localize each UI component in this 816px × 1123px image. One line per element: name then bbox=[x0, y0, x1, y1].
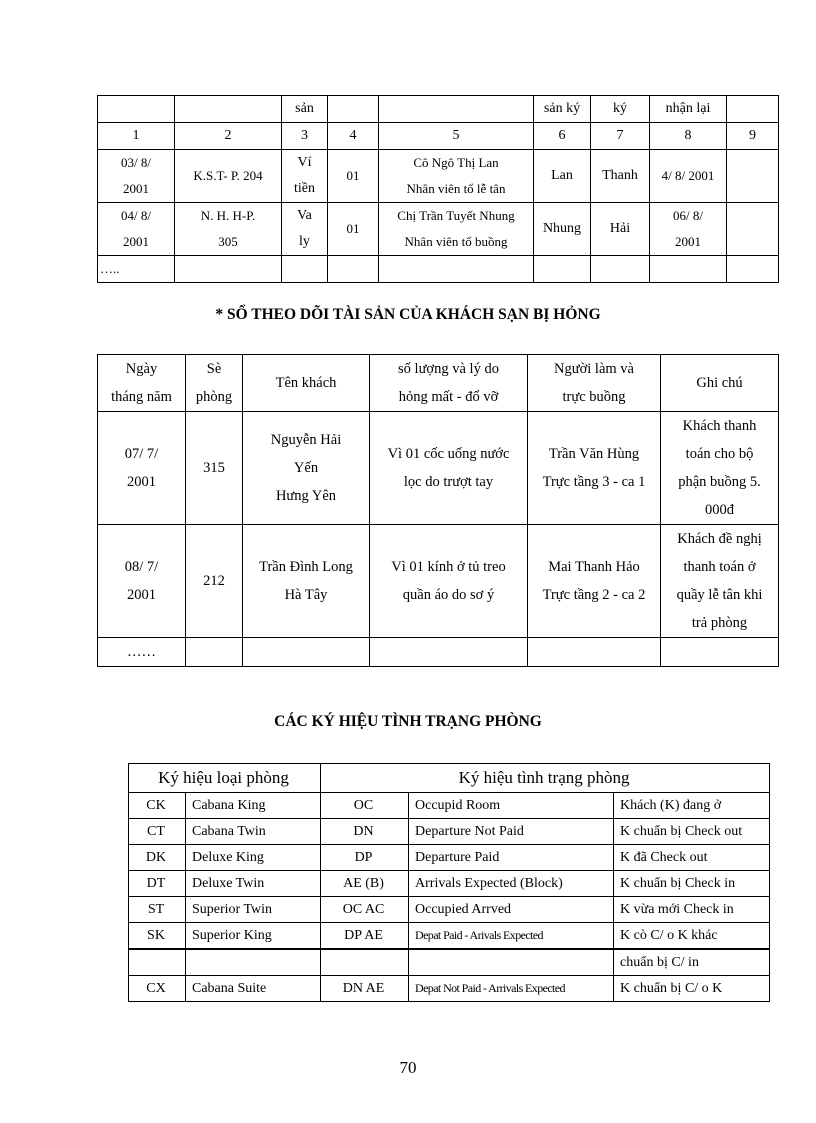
column-number: 1 bbox=[98, 123, 175, 150]
table-cell bbox=[175, 96, 282, 123]
header-cell: số lượng và lý do hỏng mất - đổ vỡ bbox=[370, 355, 528, 412]
status-description: Departure Paid bbox=[409, 845, 614, 871]
status-code bbox=[321, 949, 409, 976]
table-cell bbox=[379, 256, 534, 283]
header-room-status-codes: Ký hiệu tình trạng phòng bbox=[321, 764, 770, 793]
staff-cell: Mai Thanh Hảo Trực tầng 2 - ca 2 bbox=[528, 525, 661, 638]
table-row bbox=[98, 96, 779, 123]
table-cell bbox=[370, 638, 528, 667]
table-row bbox=[129, 871, 770, 897]
signature-cell: Thanh bbox=[591, 150, 650, 203]
room-code: DT bbox=[129, 871, 186, 897]
signature-cell: Hải bbox=[591, 203, 650, 256]
status-description: Occupid Room bbox=[409, 793, 614, 819]
date-cell: 07/ 7/ 2001 bbox=[98, 412, 186, 525]
table-cell bbox=[328, 96, 379, 123]
room-cell: K.S.T- P. 204 bbox=[175, 150, 282, 203]
room-cell: 212 bbox=[186, 525, 243, 638]
table-cell bbox=[98, 96, 175, 123]
table-row bbox=[129, 949, 770, 976]
status-description: Depat Paid - Arivals Expected bbox=[409, 923, 614, 950]
table-row bbox=[129, 923, 770, 950]
reason-cell: Vì 01 cốc uống nước lọc do trượt tay bbox=[370, 412, 528, 525]
table-cell bbox=[328, 256, 379, 283]
room-code: ST bbox=[129, 897, 186, 923]
note-cell bbox=[727, 203, 779, 256]
table-row bbox=[98, 256, 779, 283]
status-description: Depat Not Paid - Arrivals Expected bbox=[409, 976, 614, 1002]
column-number: 5 bbox=[379, 123, 534, 150]
column-number-row bbox=[98, 123, 779, 150]
room-type: Superior King bbox=[186, 923, 321, 950]
ellipsis-cell: ….. bbox=[98, 256, 175, 283]
room-type: Cabana Twin bbox=[186, 819, 321, 845]
ellipsis-cell: …… bbox=[98, 638, 186, 667]
room-cell: N. H. H-P. 305 bbox=[175, 203, 282, 256]
section-heading-room-status-codes: CÁC KÝ HIỆU TÌNH TRẠNG PHÒNG bbox=[274, 713, 542, 730]
status-code: DN bbox=[321, 819, 409, 845]
room-code bbox=[129, 949, 186, 976]
column-number: 7 bbox=[591, 123, 650, 150]
signature-cell: Nhung bbox=[534, 203, 591, 256]
status-meaning: K vừa mới Check in bbox=[614, 897, 770, 923]
column-number: 6 bbox=[534, 123, 591, 150]
room-type bbox=[186, 949, 321, 976]
item-cell: Ví tiền bbox=[282, 150, 328, 203]
damaged-assets-table bbox=[97, 354, 779, 667]
date-cell: 03/ 8/ 2001 bbox=[98, 150, 175, 203]
status-description bbox=[409, 949, 614, 976]
status-code: OC bbox=[321, 793, 409, 819]
room-code: CX bbox=[129, 976, 186, 1002]
status-meaning: K đã Check out bbox=[614, 845, 770, 871]
note-cell: Khách đề nghị thanh toán ở quầy lễ tân khi trả phòng bbox=[661, 525, 779, 638]
section-heading-damaged-assets: * SỔ THEO DÕI TÀI SẢN CỦA KHÁCH SẠN BỊ HỎNG bbox=[215, 306, 601, 323]
status-description: Arrivals Expected (Block) bbox=[409, 871, 614, 897]
item-cell: Va ly bbox=[282, 203, 328, 256]
table-row bbox=[98, 638, 779, 667]
table-cell bbox=[528, 638, 661, 667]
guest-cell: Trần Đình Long Hà Tây bbox=[243, 525, 370, 638]
table-cell bbox=[650, 256, 727, 283]
column-number: 3 bbox=[282, 123, 328, 150]
status-code: DN AE bbox=[321, 976, 409, 1002]
column-number: 4 bbox=[328, 123, 379, 150]
date-cell: 08/ 7/ 2001 bbox=[98, 525, 186, 638]
qty-cell: 01 bbox=[328, 150, 379, 203]
table-cell bbox=[727, 256, 779, 283]
table-cell: nhận lại bbox=[650, 96, 727, 123]
header-cell: Người làm và trực buồng bbox=[528, 355, 661, 412]
guest-cell: Nguyễn Hải Yến Hưng Yên bbox=[243, 412, 370, 525]
status-meaning: Khách (K) đang ở bbox=[614, 793, 770, 819]
header-cell: Ghi chú bbox=[661, 355, 779, 412]
column-number: 2 bbox=[175, 123, 282, 150]
room-code: CK bbox=[129, 793, 186, 819]
header-cell: Sè phòng bbox=[186, 355, 243, 412]
table-cell bbox=[534, 256, 591, 283]
table-row bbox=[129, 793, 770, 819]
person-cell: Cô Ngô Thị Lan Nhân viên tổ lễ tân bbox=[379, 150, 534, 203]
status-code: DP AE bbox=[321, 923, 409, 950]
room-status-codes-table bbox=[128, 763, 770, 1002]
table-row bbox=[98, 412, 779, 525]
header-room-type-codes: Ký hiệu loại phòng bbox=[129, 764, 321, 793]
status-description: Departure Not Paid bbox=[409, 819, 614, 845]
table-cell bbox=[379, 96, 534, 123]
status-meaning: K chuẩn bị Check in bbox=[614, 871, 770, 897]
status-meaning: K chuẩn bị Check out bbox=[614, 819, 770, 845]
table-row bbox=[129, 819, 770, 845]
page-number: 70 bbox=[399, 1058, 417, 1077]
room-code: SK bbox=[129, 923, 186, 950]
table-cell bbox=[727, 96, 779, 123]
column-number: 9 bbox=[727, 123, 779, 150]
return-cell: 4/ 8/ 2001 bbox=[650, 150, 727, 203]
date-cell: 04/ 8/ 2001 bbox=[98, 203, 175, 256]
table-cell: ký bbox=[591, 96, 650, 123]
status-meaning: K chuẩn bị C/ o K bbox=[614, 976, 770, 1002]
person-cell: Chị Trần Tuyết Nhung Nhân viên tổ buồng bbox=[379, 203, 534, 256]
table-cell bbox=[591, 256, 650, 283]
table-row bbox=[98, 203, 779, 256]
status-description: Occupied Arrved bbox=[409, 897, 614, 923]
signature-cell: Lan bbox=[534, 150, 591, 203]
table-cell bbox=[175, 256, 282, 283]
status-meaning: chuẩn bị C/ in bbox=[614, 949, 770, 976]
table-row bbox=[98, 525, 779, 638]
status-code: OC AC bbox=[321, 897, 409, 923]
room-cell: 315 bbox=[186, 412, 243, 525]
table-row bbox=[98, 150, 779, 203]
table-header-row bbox=[129, 764, 770, 793]
status-meaning: K cò C/ o K khác bbox=[614, 923, 770, 950]
staff-cell: Trần Văn Hùng Trực tầng 3 - ca 1 bbox=[528, 412, 661, 525]
asset-handover-table bbox=[97, 95, 779, 283]
table-row bbox=[129, 976, 770, 1002]
header-cell: Tên khách bbox=[243, 355, 370, 412]
return-cell: 06/ 8/ 2001 bbox=[650, 203, 727, 256]
qty-cell: 01 bbox=[328, 203, 379, 256]
room-code: DK bbox=[129, 845, 186, 871]
table-cell bbox=[186, 638, 243, 667]
table-cell bbox=[282, 256, 328, 283]
note-cell: Khách thanh toán cho bộ phận buồng 5. 000đ bbox=[661, 412, 779, 525]
table-cell: sản bbox=[282, 96, 328, 123]
note-cell bbox=[727, 150, 779, 203]
reason-cell: Vì 01 kính ở tủ treo quần áo do sơ ý bbox=[370, 525, 528, 638]
room-type: Deluxe Twin bbox=[186, 871, 321, 897]
column-number: 8 bbox=[650, 123, 727, 150]
header-cell: Ngày tháng năm bbox=[98, 355, 186, 412]
room-type: Superior Twin bbox=[186, 897, 321, 923]
table-cell bbox=[243, 638, 370, 667]
table-cell: sản ký bbox=[534, 96, 591, 123]
room-type: Cabana Suite bbox=[186, 976, 321, 1002]
table-row bbox=[129, 897, 770, 923]
room-type: Deluxe King bbox=[186, 845, 321, 871]
status-code: DP bbox=[321, 845, 409, 871]
table-header-row bbox=[98, 355, 779, 412]
table-cell bbox=[661, 638, 779, 667]
table-row bbox=[129, 845, 770, 871]
room-type: Cabana King bbox=[186, 793, 321, 819]
status-code: AE (B) bbox=[321, 871, 409, 897]
room-code: CT bbox=[129, 819, 186, 845]
